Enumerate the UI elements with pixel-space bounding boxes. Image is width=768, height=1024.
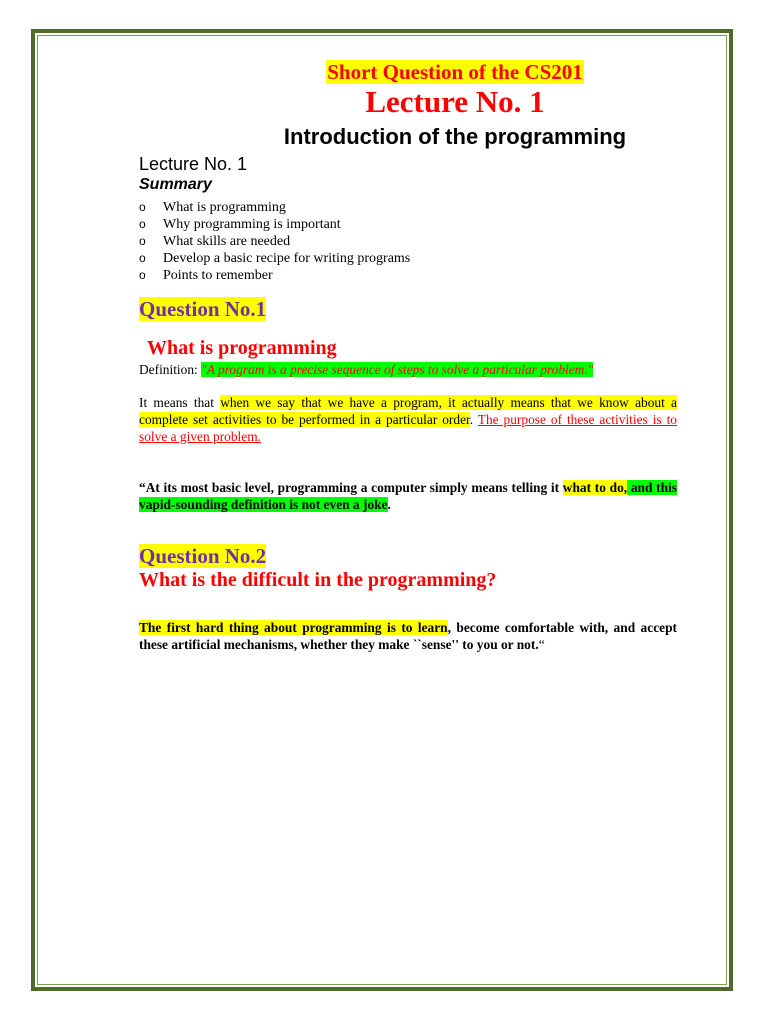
list-item: o What is programming — [139, 200, 286, 215]
bullet-icon: o — [139, 234, 146, 248]
question-1-quote: “At its most basic level, programming a computer simply means telling it what to do, and this vapid-sounding definition is not even a joke. — [139, 480, 677, 512]
lecture-label: Lecture No. 1 — [139, 154, 248, 174]
question-1-title: What is programming — [147, 337, 337, 359]
bullet-icon: o — [139, 251, 146, 265]
list-item: o Points to remember — [139, 268, 273, 283]
question-2-title: What is the difficult in the programming? — [139, 569, 497, 591]
question-1-heading: Question No.1 — [139, 297, 267, 321]
summary-list — [139, 199, 410, 284]
summary-label: Summary — [139, 176, 212, 193]
question-2-paragraph: The first hard thing about programming is to learn, become comfortable with, and accept these artificial mechanisms, whether they make ``sense'' to you or not.“ — [139, 620, 677, 652]
definition: Definition: "A program is a precise sequence of steps to solve a particular problem." — [139, 362, 594, 377]
list-item: o Why programming is important — [139, 217, 341, 232]
question-1-paragraph: It means that when we say that we have a program, it actually means that we know about a complete set activities to be performed in a particular order. The purpose of these activities is to solve a given problem. — [139, 395, 678, 444]
list-item: o What skills are needed — [139, 234, 291, 249]
intro-title: Introduction of the programming — [283, 124, 627, 149]
bullet-icon: o — [139, 217, 146, 231]
lecture-title: Lecture No. 1 — [365, 84, 545, 119]
question-2-heading: Question No.2 — [139, 544, 267, 568]
short-question-heading: Short Question of the CS201 — [327, 60, 583, 84]
list-item: o Develop a basic recipe for writing programs — [139, 251, 411, 266]
bullet-icon: o — [139, 200, 146, 214]
bullet-icon: o — [139, 268, 146, 282]
